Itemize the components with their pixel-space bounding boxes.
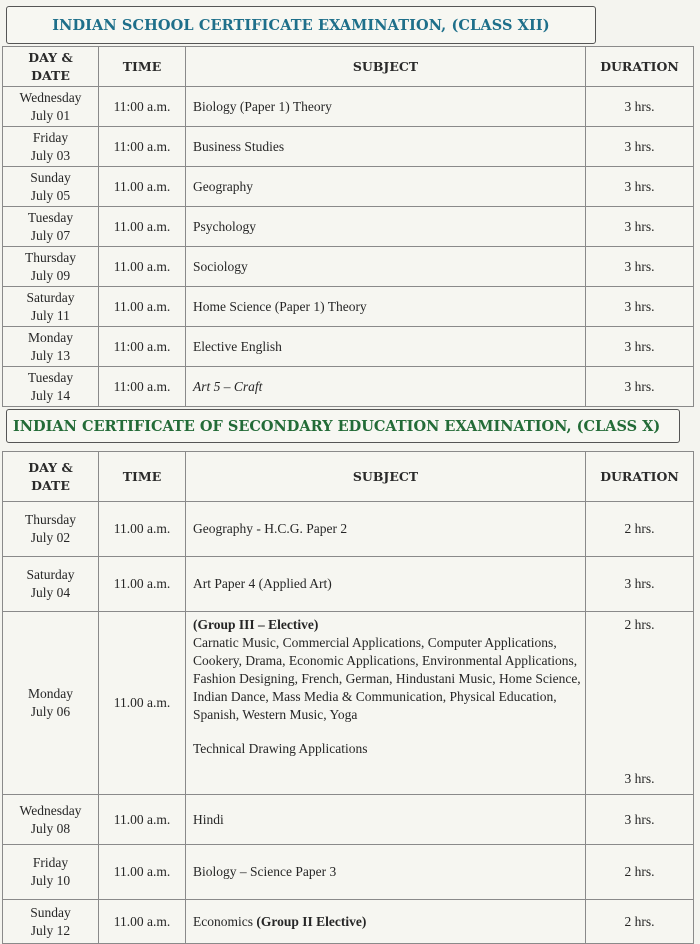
table-row bbox=[3, 900, 694, 944]
header-time: TIME bbox=[99, 47, 186, 87]
time-cell: 11.00 a.m. bbox=[99, 167, 186, 207]
header-duration: DURATION bbox=[586, 47, 694, 87]
duration-cell: 3 hrs. bbox=[586, 327, 694, 367]
day-date-cell: Sunday July 05 bbox=[3, 167, 99, 207]
time-cell: 11:00 a.m. bbox=[99, 127, 186, 167]
time-cell: 11:00 a.m. bbox=[99, 327, 186, 367]
subject-cell: Geography bbox=[186, 167, 586, 207]
subject-cell: Hindi bbox=[186, 795, 586, 845]
duration-cell bbox=[586, 612, 694, 795]
subject-cell: Sociology bbox=[186, 247, 586, 287]
duration-cell: 3 hrs. bbox=[586, 247, 694, 287]
table-row bbox=[3, 87, 694, 127]
day-date-cell: Monday July 13 bbox=[3, 327, 99, 367]
time-cell: 11.00 a.m. bbox=[99, 287, 186, 327]
subject-cell bbox=[186, 612, 586, 795]
time-cell: 11.00 a.m. bbox=[99, 845, 186, 900]
day-date-cell: Tuesday July 14 bbox=[3, 367, 99, 407]
subject-cell: Art Paper 4 (Applied Art) bbox=[186, 557, 586, 612]
elective-group-heading: (Group III – Elective) bbox=[193, 617, 319, 632]
header-day-date: DAY & DATE bbox=[3, 47, 99, 87]
subject-cell: Biology – Science Paper 3 bbox=[186, 845, 586, 900]
header-duration: DURATION bbox=[586, 452, 694, 502]
day-date-cell: Wednesday July 01 bbox=[3, 87, 99, 127]
table-row bbox=[3, 287, 694, 327]
class-x-title: INDIAN CERTIFICATE OF SECONDARY EDUCATION EXAMINATION, (CLASS X) bbox=[6, 409, 680, 443]
table-row bbox=[3, 612, 694, 795]
subject-cell: Elective English bbox=[186, 327, 586, 367]
header-time: TIME bbox=[99, 452, 186, 502]
day-date-cell: Friday July 03 bbox=[3, 127, 99, 167]
duration-cell: 3 hrs. bbox=[586, 367, 694, 407]
table-row bbox=[3, 167, 694, 207]
subject-cell: Business Studies bbox=[186, 127, 586, 167]
subject-cell: Biology (Paper 1) Theory bbox=[186, 87, 586, 127]
elective-subject-list: Carnatic Music, Commercial Applications, Computer Applications, Cookery, Drama, Economic Applications, Environmental Applications, Fashion Designing, French, German, Hindustani Music, Home Science, Indian Dance, Mass Media & Communication, Physical Education, Spanish, Western Music, Yoga bbox=[193, 635, 581, 722]
subject-cell: Home Science (Paper 1) Theory bbox=[186, 287, 586, 327]
table-row bbox=[3, 367, 694, 407]
duration-cell: 3 hrs. bbox=[586, 207, 694, 247]
subject-cell: Psychology bbox=[186, 207, 586, 247]
table-row bbox=[3, 502, 694, 557]
duration-cell: 2 hrs. bbox=[586, 845, 694, 900]
subject-cell: Economics (Group II Elective) bbox=[186, 900, 586, 944]
time-cell: 11.00 a.m. bbox=[99, 557, 186, 612]
duration-cell: 3 hrs. bbox=[586, 557, 694, 612]
elective-extra-subject: Technical Drawing Applications bbox=[193, 741, 368, 756]
time-cell: 11.00 a.m. bbox=[99, 502, 186, 557]
day-date-cell: Saturday July 04 bbox=[3, 557, 99, 612]
table-row bbox=[3, 845, 694, 900]
header-row bbox=[3, 47, 694, 87]
day-date-cell: Saturday July 11 bbox=[3, 287, 99, 327]
day-date-cell: Wednesday July 08 bbox=[3, 795, 99, 845]
day-date-cell: Monday July 06 bbox=[3, 612, 99, 795]
duration-cell: 3 hrs. bbox=[586, 167, 694, 207]
day-date-cell: Thursday July 09 bbox=[3, 247, 99, 287]
table-row bbox=[3, 207, 694, 247]
day-date-cell: Thursday July 02 bbox=[3, 502, 99, 557]
duration-cell: 3 hrs. bbox=[586, 287, 694, 327]
duration-primary: 2 hrs. bbox=[624, 617, 655, 632]
table-row bbox=[3, 557, 694, 612]
header-day-date: DAY & DATE bbox=[3, 452, 99, 502]
subject-cell: Geography - H.C.G. Paper 2 bbox=[186, 502, 586, 557]
duration-cell: 3 hrs. bbox=[586, 127, 694, 167]
header-subject: SUBJECT bbox=[186, 47, 586, 87]
time-cell: 11.00 a.m. bbox=[99, 795, 186, 845]
time-cell: 11.00 a.m. bbox=[99, 900, 186, 944]
duration-secondary: 3 hrs. bbox=[624, 771, 655, 786]
header-subject: SUBJECT bbox=[186, 452, 586, 502]
time-cell: 11.00 a.m. bbox=[99, 207, 186, 247]
time-cell: 11.00 a.m. bbox=[99, 612, 186, 795]
duration-cell: 2 hrs. bbox=[586, 900, 694, 944]
table-row bbox=[3, 247, 694, 287]
subject-cell: Art 5 – Craft bbox=[186, 367, 586, 407]
duration-cell: 3 hrs. bbox=[586, 795, 694, 845]
day-date-cell: Friday July 10 bbox=[3, 845, 99, 900]
duration-cell: 2 hrs. bbox=[586, 502, 694, 557]
table-row bbox=[3, 327, 694, 367]
time-cell: 11.00 a.m. bbox=[99, 247, 186, 287]
time-cell: 11:00 a.m. bbox=[99, 367, 186, 407]
table-row bbox=[3, 127, 694, 167]
class-xii-timetable bbox=[2, 46, 694, 407]
day-date-cell: Sunday July 12 bbox=[3, 900, 99, 944]
table-row bbox=[3, 795, 694, 845]
class-xii-title: INDIAN SCHOOL CERTIFICATE EXAMINATION, (CLASS XII) bbox=[6, 6, 596, 44]
header-row bbox=[3, 452, 694, 502]
day-date-cell: Tuesday July 07 bbox=[3, 207, 99, 247]
duration-cell: 3 hrs. bbox=[586, 87, 694, 127]
class-x-timetable bbox=[2, 451, 694, 944]
time-cell: 11:00 a.m. bbox=[99, 87, 186, 127]
